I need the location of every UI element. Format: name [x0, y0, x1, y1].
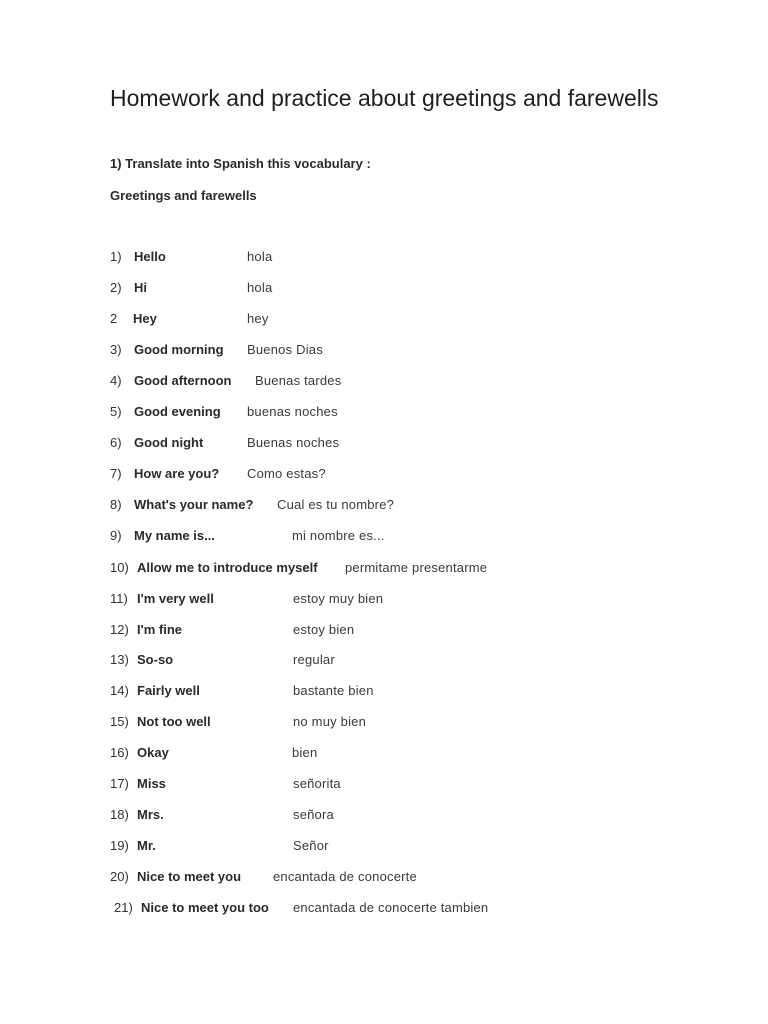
section-heading: Greetings and farewells [110, 188, 257, 203]
spanish-translation: permitame presentarme [345, 560, 488, 575]
english-term: Hello [134, 249, 166, 264]
english-term: Hey [133, 311, 157, 326]
list-item [0, 900, 768, 920]
list-item [0, 807, 768, 827]
spanish-translation: señorita [293, 776, 341, 791]
item-number: 21) [114, 900, 133, 915]
list-item [0, 528, 768, 548]
english-term: What's your name? [134, 497, 254, 512]
item-number: 1) [110, 249, 122, 264]
spanish-translation: regular [293, 652, 335, 667]
english-term: I'm fine [137, 622, 182, 637]
spanish-translation: buenas noches [247, 404, 338, 419]
item-number: 10) [110, 560, 129, 575]
list-item [0, 497, 768, 517]
spanish-translation: hola [247, 280, 273, 295]
spanish-translation: bastante bien [293, 683, 374, 698]
english-term: Mr. [137, 838, 156, 853]
spanish-translation: hey [247, 311, 269, 326]
english-term: Good night [134, 435, 204, 450]
item-number: 6) [110, 435, 122, 450]
spanish-translation: estoy muy bien [293, 591, 384, 606]
instruction: 1) Translate into Spanish this vocabulary : [110, 156, 371, 171]
spanish-translation: Señor [293, 838, 329, 853]
spanish-translation: Buenas noches [247, 435, 340, 450]
list-item [0, 466, 768, 486]
item-number: 11) [110, 591, 128, 606]
list-item [0, 249, 768, 269]
english-term: How are you? [134, 466, 220, 481]
list-item [0, 342, 768, 362]
item-number: 17) [110, 776, 129, 791]
spanish-translation: Como estas? [247, 466, 326, 481]
english-term: Nice to meet you too [141, 900, 269, 915]
item-number: 18) [110, 807, 129, 822]
list-item [0, 404, 768, 424]
spanish-translation: bien [292, 745, 318, 760]
item-number: 5) [110, 404, 122, 419]
list-item [0, 591, 768, 611]
item-number: 19) [110, 838, 129, 853]
item-number: 2 [110, 311, 118, 326]
spanish-translation: estoy bien [293, 622, 355, 637]
list-item [0, 869, 768, 889]
spanish-translation: encantada de conocerte tambien [293, 900, 489, 915]
list-item [0, 745, 768, 765]
spanish-translation: Buenas tardes [255, 373, 342, 388]
item-number: 8) [110, 497, 122, 512]
spanish-translation: señora [293, 807, 334, 822]
english-term: Good morning [134, 342, 224, 357]
list-item [0, 311, 768, 331]
english-term: Hi [134, 280, 147, 295]
english-term: Good afternoon [134, 373, 232, 388]
item-number: 13) [110, 652, 129, 667]
list-item [0, 683, 768, 703]
list-item [0, 622, 768, 642]
spanish-translation: hola [247, 249, 273, 264]
english-term: I'm very well [137, 591, 214, 606]
list-item [0, 838, 768, 858]
item-number: 16) [110, 745, 129, 760]
list-item [0, 776, 768, 796]
spanish-translation: encantada de conocerte [273, 869, 417, 884]
english-term: Mrs. [137, 807, 164, 822]
spanish-translation: Cual es tu nombre? [277, 497, 395, 512]
list-item [0, 560, 768, 580]
list-item [0, 652, 768, 672]
list-item [0, 714, 768, 734]
english-term: Miss [137, 776, 166, 791]
item-number: 20) [110, 869, 129, 884]
item-number: 4) [110, 373, 122, 388]
english-term: So-so [137, 652, 174, 667]
english-term: Allow me to introduce myself [137, 560, 318, 575]
item-number: 2) [110, 280, 122, 295]
item-number: 15) [110, 714, 129, 729]
item-number: 9) [110, 528, 122, 543]
spanish-translation: no muy bien [293, 714, 367, 729]
item-number: 7) [110, 466, 122, 481]
english-term: Good evening [134, 404, 221, 419]
english-term: Not too well [137, 714, 211, 729]
english-term: My name is... [134, 528, 215, 543]
document-title: Homework and practice about greetings and farewells [110, 85, 659, 111]
english-term: Okay [137, 745, 169, 760]
list-item [0, 280, 768, 300]
spanish-translation: mi nombre es... [292, 528, 385, 543]
list-item [0, 435, 768, 455]
item-number: 12) [110, 622, 129, 637]
english-term: Fairly well [137, 683, 200, 698]
english-term: Nice to meet you [137, 869, 242, 884]
spanish-translation: Buenos Dias [247, 342, 323, 357]
item-number: 3) [110, 342, 122, 357]
item-number: 14) [110, 683, 129, 698]
list-item [0, 373, 768, 393]
